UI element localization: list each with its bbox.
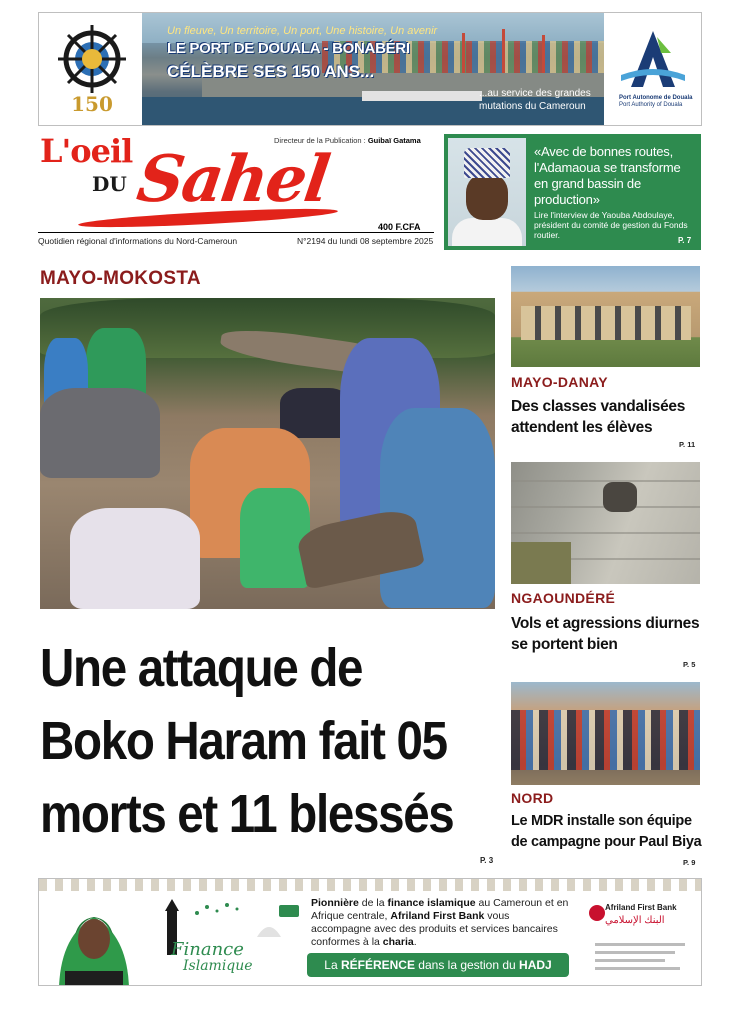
interviewee-portrait (448, 138, 526, 246)
ad-body-text (311, 897, 571, 949)
interview-teaser[interactable] (444, 134, 701, 250)
interview-quote: «Avec de bonnes routes, l'Adamaoua se transforme en grand bassin de production» (534, 144, 681, 207)
side-story-2-photo[interactable] (511, 462, 700, 584)
port-logo-name-en: Port Authority of Douala (619, 102, 683, 108)
masthead-rule (38, 232, 434, 233)
ad-body-w3: finance islamique (387, 897, 476, 909)
main-story-kicker: MAYO-MOKOSTA (40, 268, 201, 289)
director-credit (274, 136, 421, 145)
ad-subline: ...au service des grandes mutations du Cameroun (479, 88, 591, 112)
side-story-3-photo[interactable] (511, 682, 700, 785)
ad-border-pattern (39, 879, 702, 891)
bank-name-arabic: البنك الإسلامي (605, 915, 665, 926)
tagline: Quotidien régional d'informations du Nord-Cameroun (38, 236, 238, 246)
ad-body-w7: charia (382, 936, 414, 948)
interview-subtitle: Lire l'interview de Yaouba Abdoulaye, président du comité de gestion du Fonds routier. (534, 210, 688, 240)
logo-sahel: Sahel (132, 142, 333, 217)
ad-title-line1: LE PORT DE DOUALA - BONABÉRI (167, 40, 410, 57)
ship-wheel-logo (57, 23, 127, 115)
director-label: Directeur de la Publication : (274, 136, 368, 145)
side-story-1-headline[interactable]: Des classes vandalisées attendent les élèves (511, 398, 686, 436)
pill-b1: RÉFÉRENCE (340, 958, 415, 972)
hadj-reference-pill[interactable] (307, 953, 569, 977)
afriland-islamic-finance-ad[interactable] (38, 878, 702, 986)
main-headline[interactable]: Une attaque de Boko Haram fait 05 morts et 11 blessés (40, 638, 454, 844)
side-story-2-headline[interactable]: Vols et agressions diurnes se portent bien (511, 615, 700, 653)
masthead (38, 132, 434, 250)
pill-b2: HADJ (519, 958, 552, 972)
side-story-1-photo[interactable] (511, 266, 700, 367)
side-story-3-page-ref: P. 9 (683, 858, 696, 867)
side-story-1-kicker: MAYO-DANAY (511, 374, 608, 390)
ad-body-w1: Pionnière (311, 897, 359, 909)
director-name: Guibaï Gatama (367, 136, 421, 145)
price: 400 F.CFA (378, 222, 421, 232)
side-story-1-page-ref: P. 11 (679, 440, 696, 449)
main-story-page-ref: P. 3 (480, 856, 494, 865)
interview-page-ref: P. 7 (678, 236, 692, 245)
logo-du: DU (92, 172, 127, 196)
issue-info: N°2194 du lundi 08 septembre 2025 (297, 236, 434, 246)
ad-body-w8: . (413, 936, 417, 948)
finance-logo-word2: Islamique (183, 958, 253, 974)
finance-logo-word1: Finance (171, 939, 244, 960)
ad-body-w4: au Cameroun et en Afrique centrale, (311, 897, 569, 922)
bank-name: Afriland First Bank (605, 903, 677, 912)
pill-pre: La (324, 958, 341, 972)
hijab-woman-photo (49, 895, 139, 986)
ad-title-line2: CÉLÈBRE SES 150 ANS... (167, 62, 375, 81)
side-story-3-headline[interactable]: Le MDR installe son équipe de campagne pour Paul Biya (511, 813, 702, 850)
svg-text:150: 150 (71, 92, 113, 115)
side-story-3-kicker: NORD (511, 790, 554, 806)
logo-loeil: L'oeil (40, 132, 133, 170)
ad-slogan: Un fleuve, Un territoire, Un port, Une histoire, Un avenir (167, 25, 438, 37)
side-story-2-page-ref: P. 5 (683, 660, 696, 669)
ad-body-w5: Afriland First Bank (390, 910, 485, 922)
ad-body-w2: de la (358, 897, 388, 909)
pill-mid: dans la gestion du (414, 958, 520, 972)
port-douala-ad-banner[interactable] (38, 12, 702, 126)
main-story-photo[interactable] (40, 298, 495, 609)
side-story-2-kicker: NGAOUNDÉRÉ (511, 590, 616, 606)
ad-body-w6: vous accompagne avec des produits et services bancaires conformes à la (311, 910, 558, 948)
port-logo-name-fr: Port Autonome de Douala (619, 95, 693, 101)
